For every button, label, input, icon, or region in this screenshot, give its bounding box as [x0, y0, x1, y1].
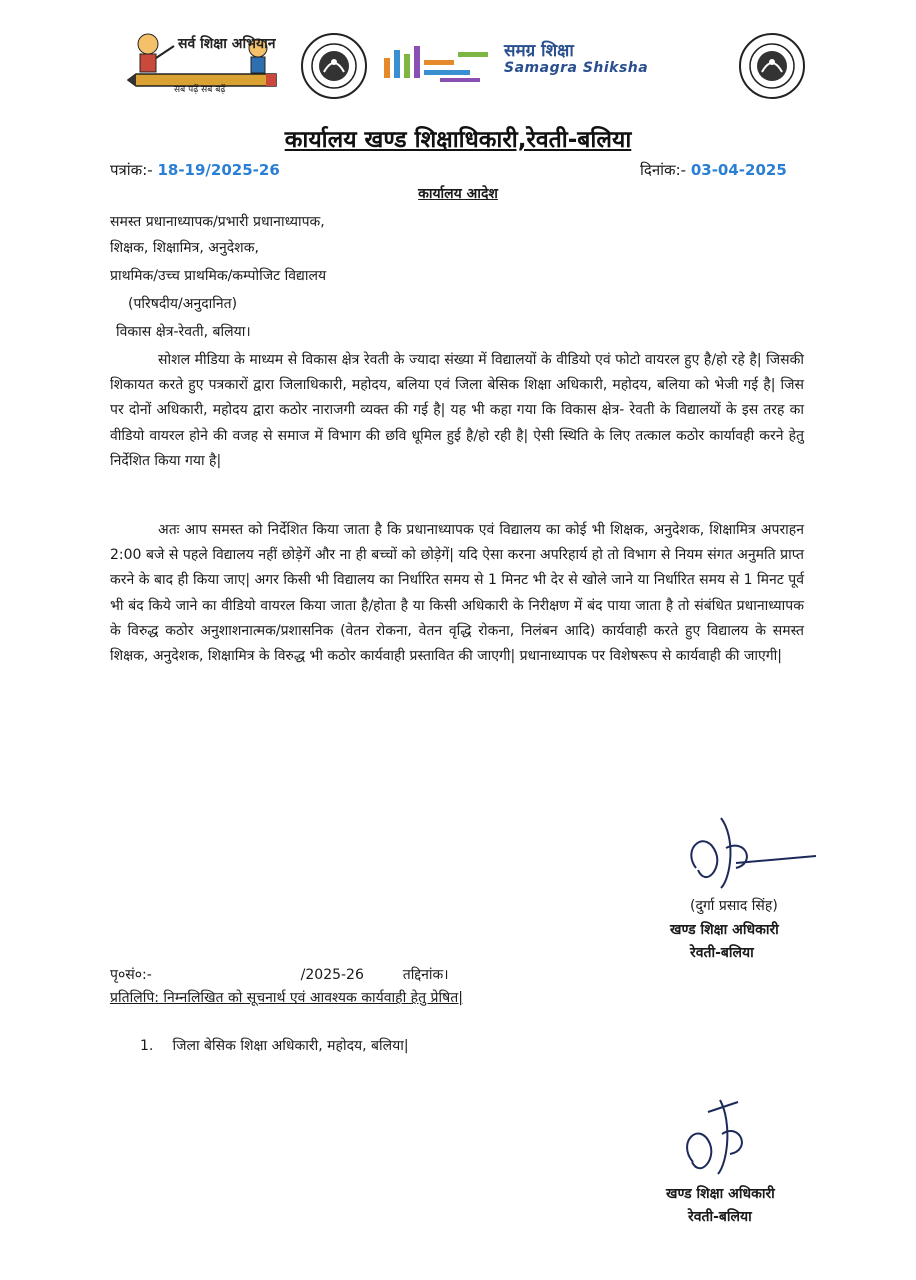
- samagra-shiksha-logo: [380, 36, 720, 90]
- body-paragraph-2: अतः आप समस्त को निर्देशित किया जाता है कि प्रधानाध्यापक एवं विद्यालय का कोई भी शिक्षक, अनुदेशक, शिक्षामित्र अपराहन 2:00 बजे से पहले विद्यालय नहीं छोड़ेगें और ना ही बच्चों को छोड़ेगें| यदि ऐसा करना अपरिहार्य हो तो विभाग से नियम संगत अनुमति प्राप्त करने के बाद ही किया जाए| अगर किसी भी विद्यालय का निर्धारित समय से 1 मिनट भी देर से खोले जाने या निर्धारित समय से 1 मिनट पूर्व भी बंद किये जाने का वीडियो वायरल किया जाता है/होता है या किसी अधिकारी के निरीक्षण में बंद पाया जाता है तो संबंधित प्रधानाध्यापक के विरुद्ध कठोर अनुशाशनात्मक/प्रशासनिक (वेतन रोकना, वेतन वृद्धि रोकना, निलंबन आदि) कार्यवाही करते हुए विद्यालय के समस्त शिक्षक, अनुदेशक, शिक्षामित्र के विरुद्ध भी कठोर कार्यवाही प्रस्तावित की जाएगी| प्रधानाध्यापक पर विशेषरूप से कार्यवाही की जाएगी|: [110, 522, 804, 665]
- reference-value: 18-19/2025-26: [157, 161, 280, 179]
- item-number: 1.: [140, 1038, 154, 1054]
- endorsement-date: तद्दिनांक।: [402, 967, 449, 983]
- addressee-line: प्राथमिक/उच्च प्राथमिक/कम्पोजिट विद्यालय: [110, 268, 327, 284]
- signatory-place: रेवती-बलिया: [690, 945, 754, 961]
- addressee-line: समस्त प्रधानाध्यापक/प्रभारी प्रधानाध्यापक,: [110, 214, 325, 230]
- addressee-line: विकास क्षेत्र-रेवती, बलिया।: [116, 324, 251, 340]
- date-value: 03-04-2025: [690, 161, 787, 179]
- ssa-tagline: सब पढ़ें सब बढ़ें: [174, 85, 226, 95]
- office-title: कार्यालय खण्ड शिक्षाधिकारी,रेवती-बलिया: [284, 127, 632, 153]
- signature-2-scribble: [668, 1092, 798, 1184]
- body-paragraph-1: सोशल मीडिया के माध्यम से विकास क्षेत्र रेवती के ज्यादा संख्या में विद्यालयों के वीडियो एवं फोटो वायरल हुए है/हो रहे है| जिसकी शिकायत करते हुए पत्रकारों द्वारा जिलाधिकारी, महोदय, बलिया एवं जिला बेसिक शिक्षा अधिकारी, महोदय, बलिया को भेजी गई है| जिस पर दोनों अधिकारी, महोदय द्वारा कठोर नाराजगी व्यक्त की गई है| यह भी कहा गया कि विकास क्षेत्र- रेवती के विद्यालयों के इस तरह का वीडियो वायरल होने की वजह से समाज में विभाग की छवि धूमिल हुई है/हो रही है| ऐसी स्थिति के लिए तत्काल कठोर कार्यावही करने हेतु निर्देशित किया गया है|: [110, 352, 804, 469]
- signatory-2-designation: खण्ड शिक्षा अधिकारी: [666, 1186, 775, 1202]
- copy-line: प्रतिलिपि: निम्नलिखित को सूचनार्थ एवं आवश्यक कार्यवाही हेतु प्रेषित|: [110, 990, 463, 1006]
- ssa-logo-text: सर्व शिक्षा अभियान: [178, 36, 276, 52]
- order-title: कार्यालय आदेश: [418, 186, 498, 202]
- date-label: दिनांक:-: [640, 161, 687, 179]
- signatory-name: (दुर्गा प्रसाद सिंह): [690, 898, 778, 914]
- emblem-seal-icon: [738, 32, 806, 100]
- sarva-shiksha-abhiyan-logo: [126, 24, 286, 102]
- addressee-line: शिक्षक, शिक्षामित्र, अनुदेशक,: [110, 240, 259, 256]
- emblem-seal-icon: [300, 32, 368, 100]
- endorsement-year: /2025-26: [300, 967, 364, 983]
- up-govt-seal-left: [300, 32, 368, 100]
- document-date: [640, 160, 787, 180]
- copy-recipient-item: [140, 1036, 409, 1055]
- samagra-english-text: Samagra Shiksha: [504, 60, 649, 76]
- item-text: जिला बेसिक शिक्षा अधिकारी, महोदय, बलिया|: [172, 1038, 409, 1054]
- reference-number: [110, 160, 280, 180]
- endorsement-ref-label: पृ०सं०:-: [110, 967, 152, 983]
- endorsement-ref-row: [110, 965, 449, 984]
- samagra-bars-icon: [380, 40, 496, 86]
- signatory-designation: खण्ड शिक्षा अधिकारी: [670, 922, 779, 938]
- signature-1-scribble: [676, 808, 826, 898]
- up-govt-seal-right: [738, 32, 806, 100]
- signatory-2-place: रेवती-बलिया: [688, 1209, 752, 1225]
- addressee-line: (परिषदीय/अनुदानित): [128, 296, 238, 312]
- samagra-hindi-text: समग्र शिक्षा: [504, 41, 574, 61]
- reference-label: पत्रांक:-: [110, 161, 153, 179]
